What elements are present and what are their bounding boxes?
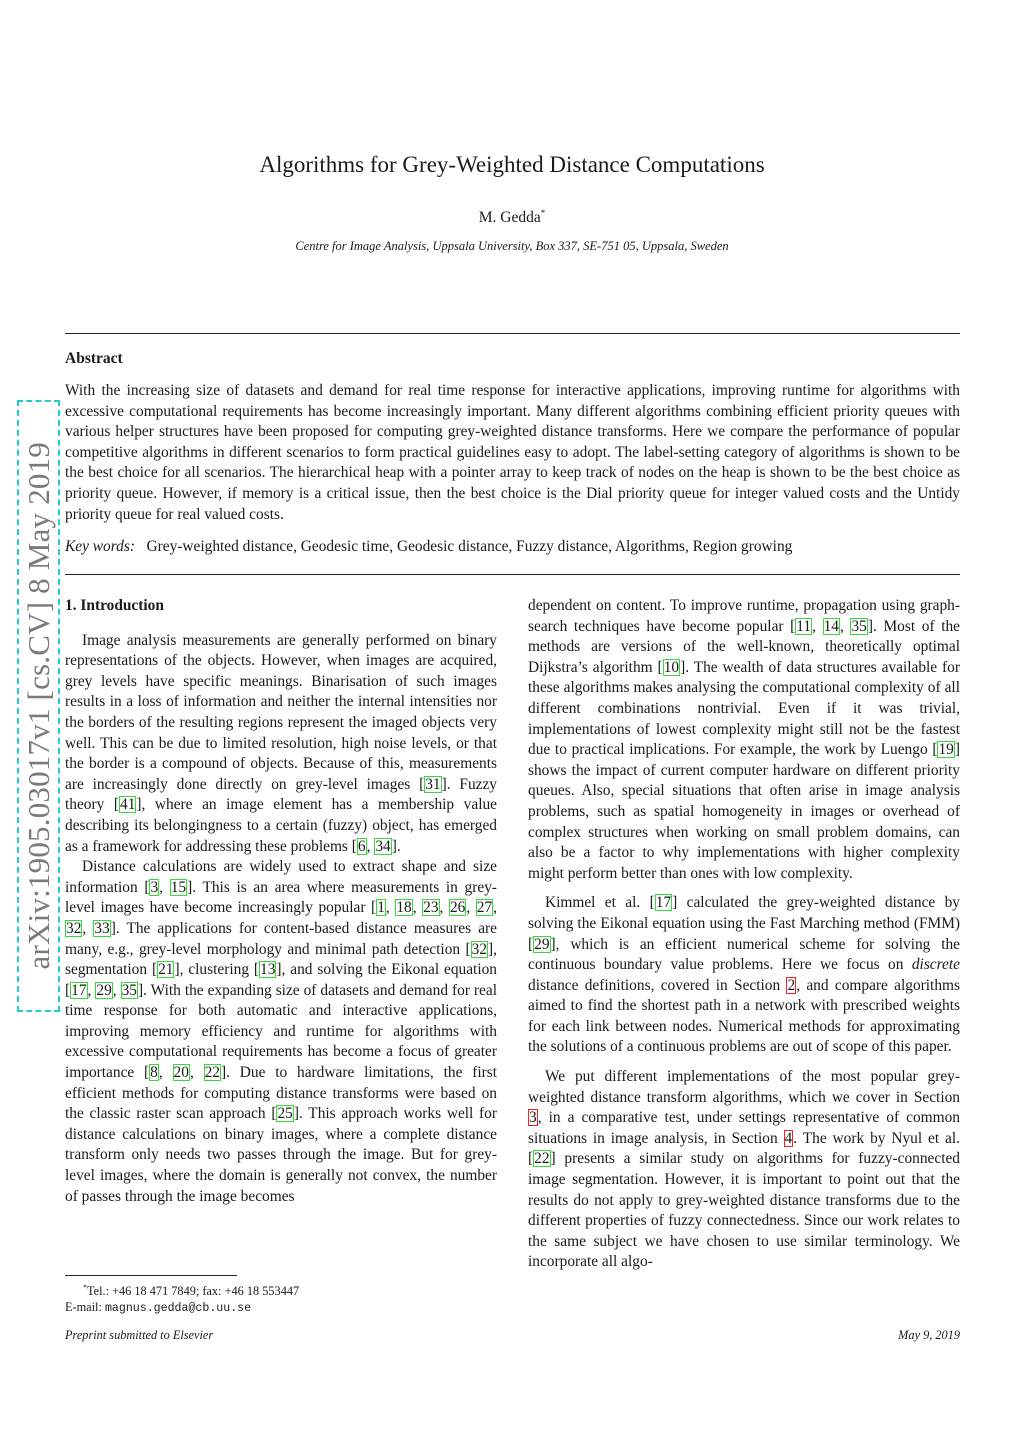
- paper-title: Algorithms for Grey-Weighted Distance Computations: [259, 152, 765, 177]
- bottom-rule: [65, 574, 960, 575]
- citation-link[interactable]: 41: [120, 796, 136, 814]
- citation-link[interactable]: 35: [851, 617, 867, 635]
- citation-link[interactable]: 6: [357, 837, 366, 855]
- section-link[interactable]: 2: [787, 976, 796, 994]
- citation-link[interactable]: 11: [796, 617, 812, 635]
- arxiv-stamp-text: arXiv:1905.03017v1 [cs.CV] 8 May 2019: [20, 442, 56, 970]
- citation-link[interactable]: 21: [158, 961, 174, 979]
- footnote-email: [65, 1299, 299, 1317]
- footnote-email-label: E-mail:: [65, 1300, 102, 1315]
- citation-link[interactable]: 26: [449, 899, 466, 917]
- citation-link[interactable]: 17: [71, 981, 87, 999]
- citation-link[interactable]: 10: [663, 658, 680, 676]
- citation-link[interactable]: 18: [396, 899, 412, 917]
- footnote-mark: *: [83, 1283, 87, 1292]
- citation-link[interactable]: 27: [476, 899, 493, 917]
- citation-link[interactable]: 29: [96, 981, 112, 999]
- section-link[interactable]: 3: [529, 1109, 537, 1127]
- left-column: [65, 596, 497, 1207]
- keywords-label: Key words:: [65, 538, 135, 555]
- footnote-tel-text: Tel.: +46 18 471 7849; fax: +46 18 553447: [87, 1284, 300, 1299]
- intro-paragraph-1: Image analysis measurements are generally performed on binary representations of the objects. However, when images are acquired, grey levels have specific meanings. Binarisation of such images results in a loss of information and neither the internal intensities nor the borders of the resulting regions represent the imaged objects very well. This can be due to limited resolution, high noise levels, or that the border is a compound of objects. Because of this, measurements are increasingly done directly on grey-level images [31]. Fuzzy theory [41], where an image element has a membership value describing its belongingness to a certain (fuzzy) object, has emerged as a framework for addressing these problems [6, 34].: [65, 631, 498, 855]
- top-rule: [65, 333, 960, 334]
- intro-paragraph-2-continued: dependent on content. To improve runtime, propagation using graph-search techniques have become popular [11, 14, 35]. Most of the methods are versions of the well-known, theoretically optimal Dijkstra’s algorithm [10]. The wealth of data structures available for these algorithms makes analysing the computational complexity of all different combinations nontrivial. Even if it was trivial, implementations of lowest complexity might still not be the fastest due to practical implications. For example, the work by Luengo [19] shows the impact of current computer hardware on different priority queues. Also, special situations that often arise in image analysis problems, such as spatial homogeneity in images or overhead of complex structures when working on small problem domains, can also be a factor to why implementations with higher complexity might perform better than ones with low complexity.: [528, 597, 961, 882]
- citation-link[interactable]: 32: [471, 940, 488, 958]
- citation-link[interactable]: 32: [66, 919, 82, 937]
- keywords-line: [65, 537, 960, 558]
- right-column: [528, 596, 960, 1273]
- footer-preprint: Preprint submitted to Elsevier: [65, 1328, 214, 1342]
- footnote-tel: [65, 1280, 299, 1299]
- citation-link[interactable]: 29: [534, 935, 550, 953]
- author-name: M. Gedda: [478, 209, 541, 227]
- citation-link[interactable]: 22: [534, 1150, 550, 1168]
- citation-link[interactable]: 15: [170, 878, 187, 896]
- citation-link[interactable]: 17: [655, 894, 672, 912]
- abstract-heading: Abstract: [65, 350, 123, 367]
- intro-paragraph-4: We put different implementations of the most popular grey-weighted distance transform algorithms, which we cover in Section 3, in a comparative test, under settings representative of common situations in image analysis, in Section 4. The work by Nyul et al. [22] presents a similar study on algorithms for fuzzy-connected image segmentation. However, it is important to point out that the results do not apply to grey-weighted distance transforms due to the different properties of fuzzy connectedness. Since our work relates to the same subject we have chosen to use similar terminology. We incorporate all algo-: [528, 1068, 961, 1271]
- citation-link[interactable]: 3: [150, 878, 159, 896]
- citation-link[interactable]: 13: [260, 961, 276, 979]
- keywords-list: Grey-weighted distance, Geodesic time, Geodesic distance, Fuzzy distance, Algorithms, Region growing: [146, 538, 793, 555]
- footnote: [65, 1280, 299, 1317]
- author-line: [0, 208, 1024, 227]
- section-heading-introduction: 1. Introduction: [65, 597, 164, 614]
- citation-link[interactable]: 34: [375, 837, 391, 855]
- footer-date: May 9, 2019: [898, 1328, 960, 1342]
- arxiv-stamp[interactable]: [17, 400, 60, 1012]
- abstract-text: With the increasing size of datasets and demand for real time response for interactive applications, improving runtime for algorithms with excessive computational requirements has become increasingly important. Many different algorithms combining efficient priority queues with various helper structures have been proposed for computing grey-weighted distance transforms. Here we compare the performance of popular competitive algorithms in different scenarios to form practical guidelines easy to adopt. The label-setting category of algorithms is shown to be the best choice for all scenarios. The hierarchical heap with a pointer array to keep track of nodes on the heap is shown to be the best choice as priority queue. However, if memory is a critical issue, then the best choice is the Dial priority queue for integer valued costs and the Untidy priority queue for real valued costs.: [65, 382, 960, 523]
- citation-link[interactable]: 8: [150, 1064, 158, 1082]
- citation-link[interactable]: 31: [425, 775, 441, 793]
- citation-link[interactable]: 14: [823, 617, 839, 635]
- footnote-email-address[interactable]: magnus.gedda@cb.uu.se: [104, 1302, 252, 1316]
- citation-link[interactable]: 20: [173, 1064, 189, 1082]
- intro-paragraph-2: Distance calculations are widely used to extract shape and size information [3, 15]. This is an area where measurements in grey-level images have become increasingly popular [1, 18, 23, 26, 27, 32, 33]. The applications for content-based distance measures are many, e.g., grey-level morphology and minimal path detection [32], segmentation [21], clustering [13], and solving the Eikonal equation [17, 29, 35]. With the expanding size of datasets and demand for real time response for both automatic and interactive applications, improving memory efficiency and runtime for algorithms with excessive computational requirements has become a focus of greater importance [8, 20, 22]. Due to hardware limitations, the first efficient methods for computing distance transforms were based on the classic raster scan approach [25]. This approach works well for distance calculations on binary images, where a complete distance transform only needs two passes through the image. But for grey-level images, where the domain is generally not convex, the number of passes through the image becomes: [65, 858, 498, 1205]
- affiliation: Centre for Image Analysis, Uppsala University, Box 337, SE-751 05, Uppsala, Sweden: [295, 239, 729, 253]
- section-link[interactable]: 4: [784, 1129, 793, 1147]
- author-footnote-mark: *: [540, 208, 546, 218]
- citation-link[interactable]: 19: [938, 741, 954, 759]
- citation-link[interactable]: 22: [204, 1064, 220, 1082]
- citation-link[interactable]: 35: [121, 981, 137, 999]
- intro-paragraph-3: Kimmel et al. [17] calculated the grey-weighted distance by solving the Eikonal equation using the Fast Marching method (FMM) [29], which is an efficient numerical scheme for solving the continuous boundary value problems. Here we focus on discrete distance definitions, covered in Section 2, and compare algorithms aimed to find the shortest path in a network with prescribed weights for each link between nodes. Numerical methods for approximating the solutions of a continuous problems are out of scope of this paper.: [528, 894, 961, 1056]
- citation-link[interactable]: 25: [277, 1105, 293, 1123]
- footnote-rule: [65, 1275, 237, 1276]
- citation-link[interactable]: 1: [377, 899, 385, 917]
- citation-link[interactable]: 33: [94, 919, 110, 937]
- citation-link[interactable]: 23: [423, 899, 439, 917]
